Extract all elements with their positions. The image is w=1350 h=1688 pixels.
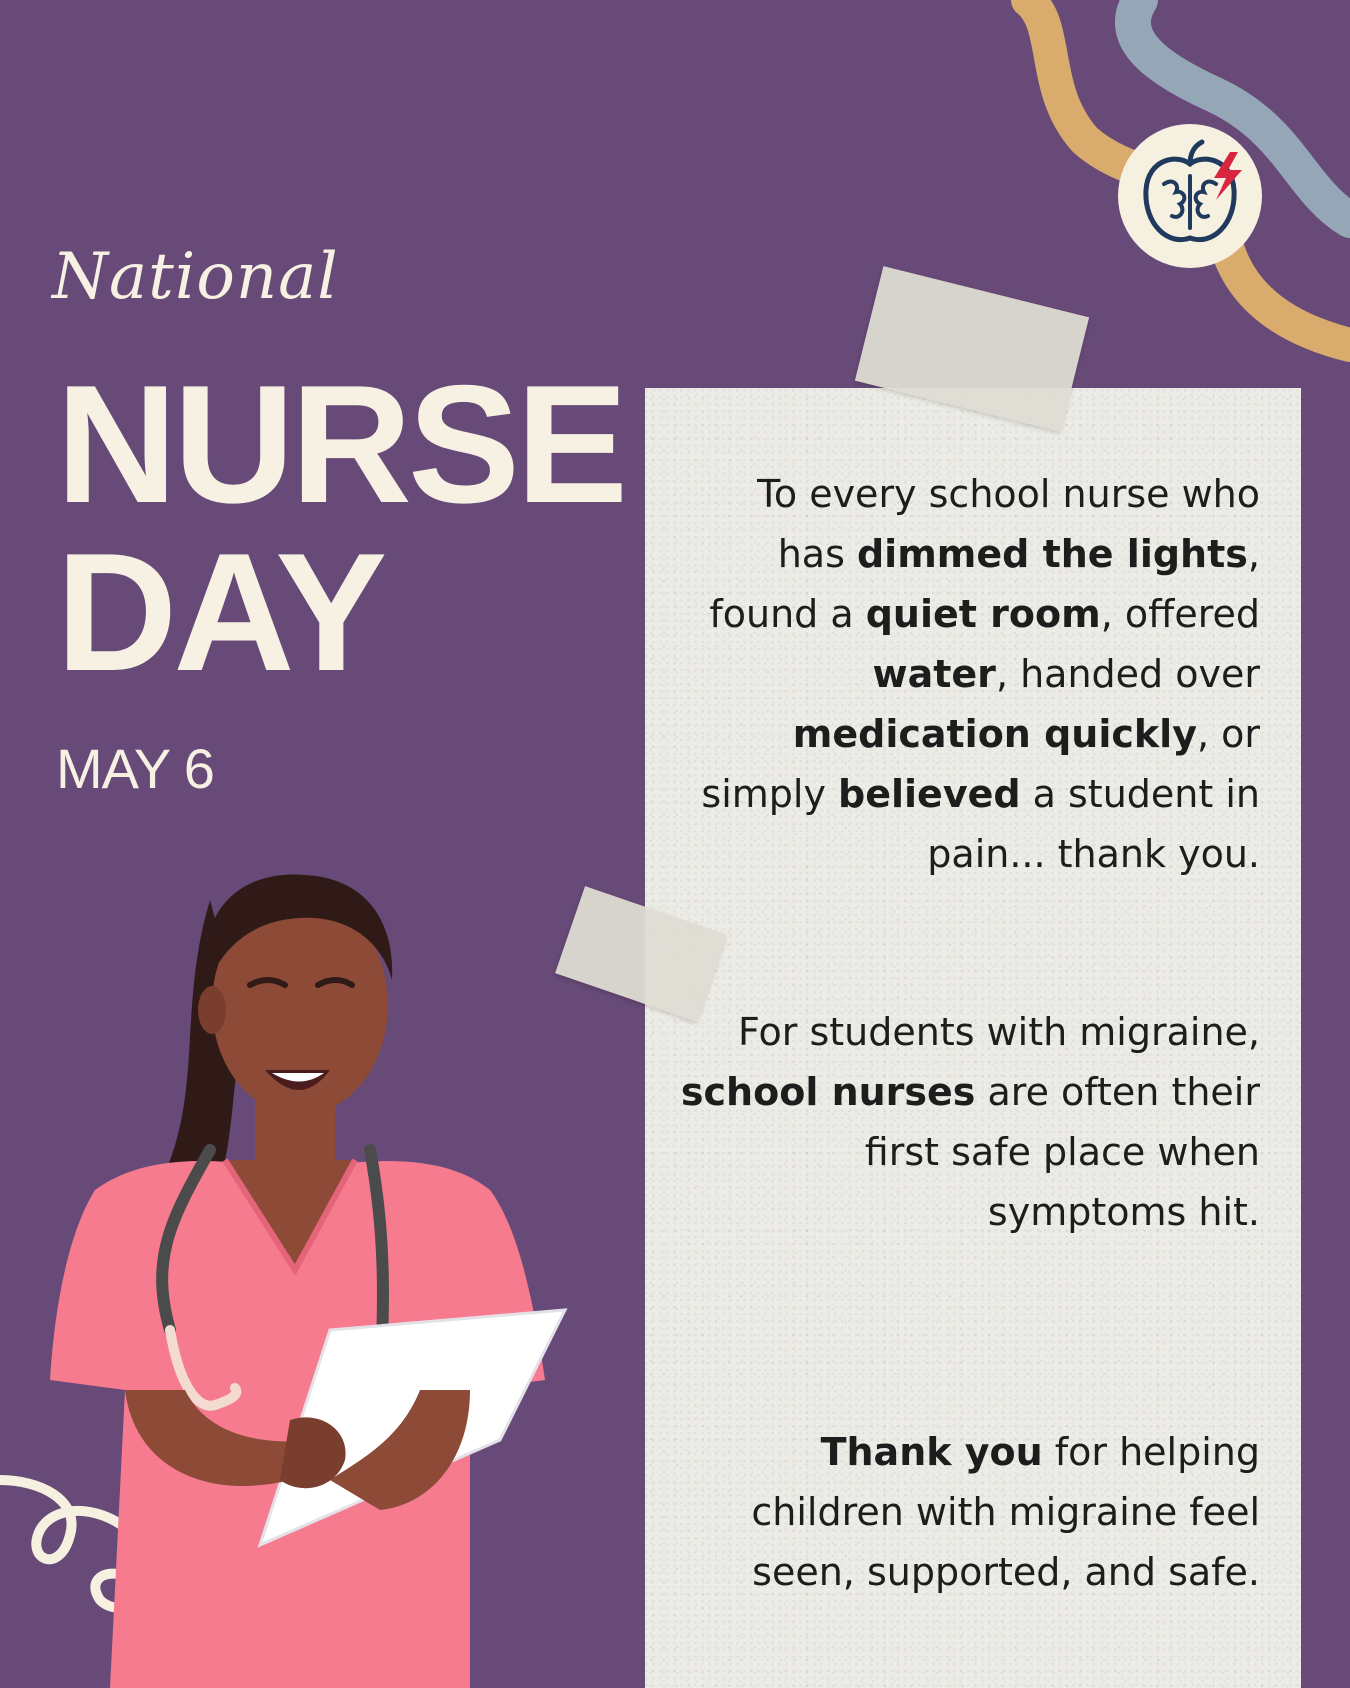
emphasis-text: believed xyxy=(838,772,1021,816)
emphasis-text: Thank you xyxy=(820,1430,1043,1474)
event-date: MAY 6 xyxy=(56,737,214,800)
script-title-national: National xyxy=(52,240,339,314)
message-paragraph-3 xyxy=(680,1422,1260,1602)
emphasis-text: water xyxy=(872,652,996,696)
message-text: , or simply xyxy=(701,712,1260,816)
message-text: are often their first safe place when symptoms hit. xyxy=(864,1070,1260,1234)
emphasis-text: quiet room xyxy=(865,592,1101,636)
message-text: To every school nurse who has xyxy=(757,472,1260,576)
message-text: , found a xyxy=(709,532,1260,636)
message-paragraph-2 xyxy=(680,1002,1260,1242)
message-text: a student in pain... thank you. xyxy=(927,772,1260,876)
title-line-day: DAY xyxy=(56,518,384,706)
message-text: for helping children with migraine feel seen, supported, and safe. xyxy=(751,1430,1260,1594)
emphasis-text: dimmed the lights xyxy=(856,532,1248,576)
emphasis-text: medication quickly xyxy=(792,712,1197,756)
message-paragraph-1 xyxy=(680,464,1260,884)
message-text: , offered xyxy=(1100,592,1260,636)
message-text: For students with migraine, xyxy=(738,1010,1260,1054)
message-text: , handed over xyxy=(995,652,1260,696)
emphasis-text: school nurses xyxy=(680,1070,976,1114)
title-line-nurse: NURSE xyxy=(56,350,625,538)
